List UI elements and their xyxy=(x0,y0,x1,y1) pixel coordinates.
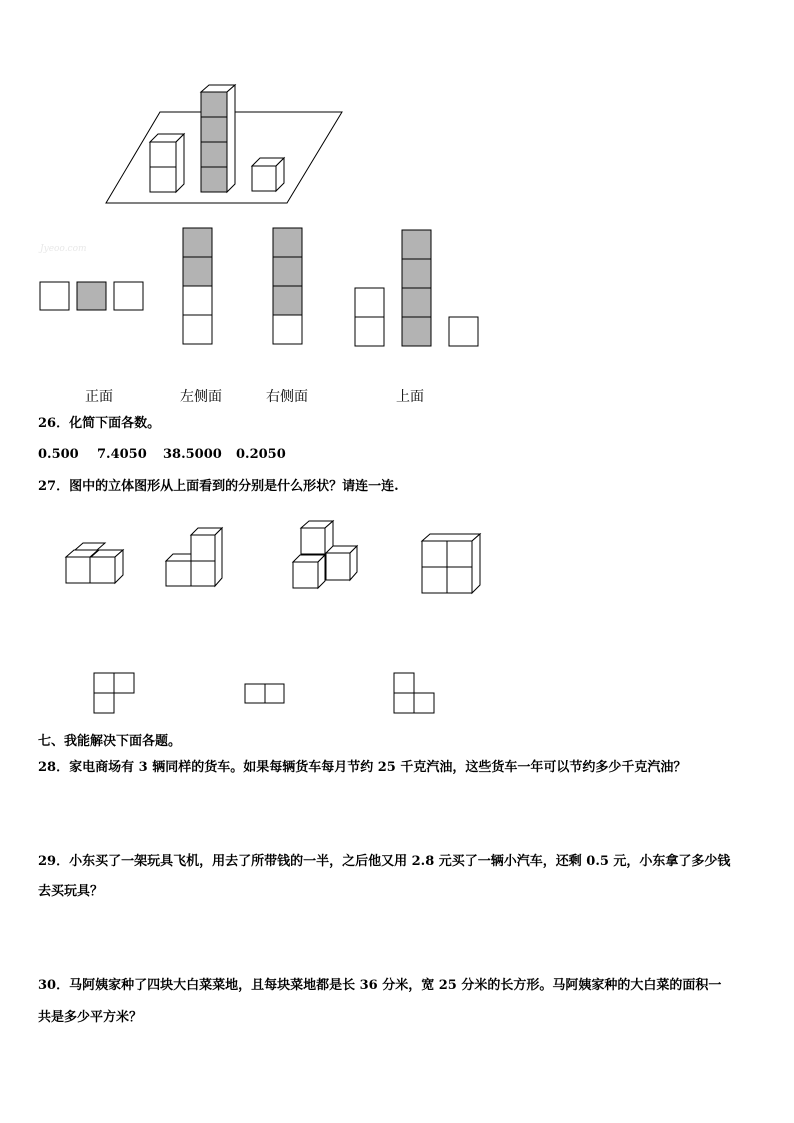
label-front: 正面 xyxy=(85,389,113,405)
q27-solid-3 xyxy=(293,521,357,588)
q29-line1: 29．小东买了一架玩具飞机，用去了所带钱的一半，之后他又用 2.8 元买了一辆小汽车，还剩 0.5 元，小东拿了多少钱 xyxy=(38,854,731,869)
section7-title: 七、我能解决下面各题。 xyxy=(38,734,182,749)
q30-line1: 30．马阿姨家种了四块大白菜菜地，且每块菜地都是长 36 分米，宽 25 分米的长方形。马阿姨家种的大白菜的面积一 xyxy=(38,978,722,993)
q27-solid-2 xyxy=(166,528,222,586)
label-left-side: 左侧面 xyxy=(180,389,222,405)
q29-line2: 去买玩具？ xyxy=(38,884,104,899)
q28-text: 28．家电商场有 3 辆同样的货车。如果每辆货车每月节约 25 千克汽油，这些货车一年可以节约多少千克汽油？ xyxy=(38,760,687,775)
q26-number: 7.4050 xyxy=(97,447,147,462)
q27-solid-1 xyxy=(66,543,123,583)
watermark: Jyeoo.com xyxy=(40,244,87,254)
q26-number: 0.500 xyxy=(38,447,79,462)
label-top: 上面 xyxy=(396,389,424,405)
q27-solid-4 xyxy=(422,534,480,593)
q27-title: 27．图中的立体图形从上面看到的分别是什么形状？请连一连. xyxy=(38,479,399,494)
q30-line2: 共是多少平方米？ xyxy=(38,1010,143,1025)
q27-top-view-3 xyxy=(394,673,434,713)
q27-top-view-2 xyxy=(245,684,284,703)
label-right-side: 右侧面 xyxy=(266,389,308,405)
q27-top-view-1 xyxy=(94,673,134,713)
q26-number: 0.2050 xyxy=(236,447,286,462)
q26-number: 38.5000 xyxy=(163,447,222,462)
q26-title: 26．化简下面各数。 xyxy=(38,416,161,431)
